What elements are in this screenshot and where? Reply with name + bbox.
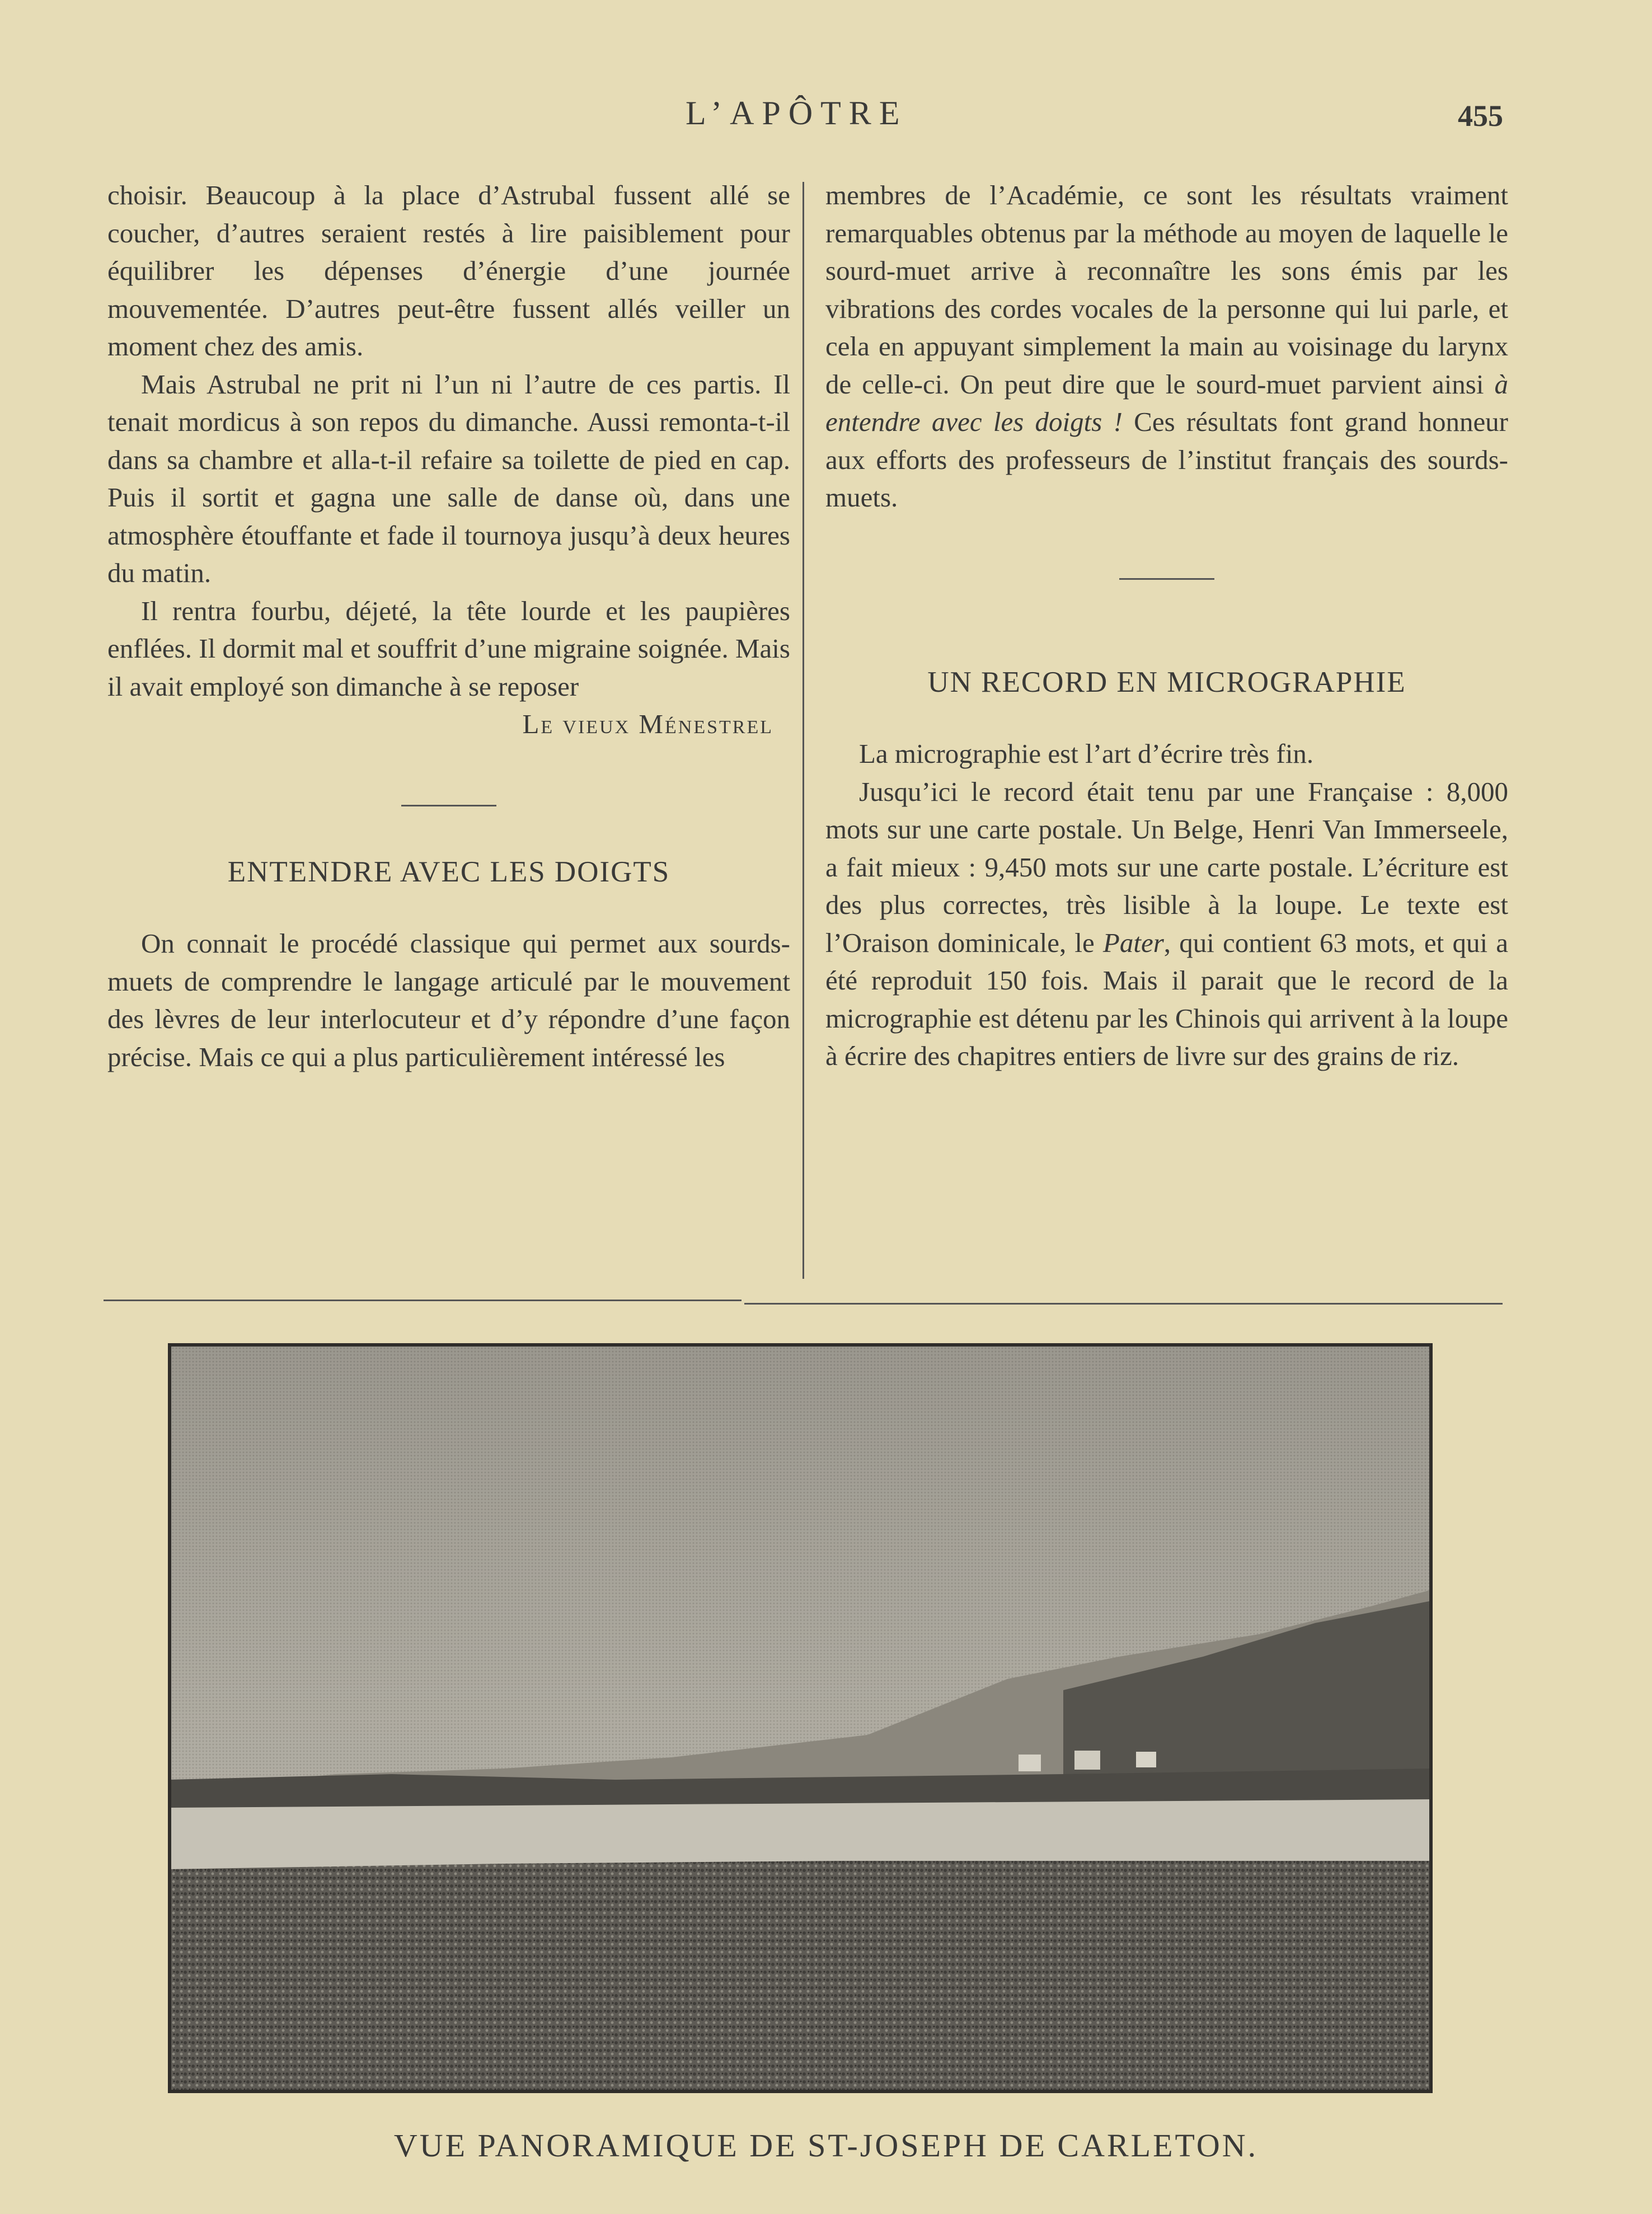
italic-run: Pater [1102,927,1164,958]
left-column [107,176,790,1076]
photo-caption: VUE PANORAMIQUE DE ST-JOSEPH DE CARLETON. [393,2127,1259,2164]
paragraph-continued: choisir. Beaucoup à la place d’Astrubal fussent allé se coucher, d’autres seraient restés à lire paisiblement pour équilibrer les dépenses d’énergie d’une journée mouvementée. D’autres peut-être fussent allés veiller un moment chez des amis. [107,180,790,362]
page-number: 455 [1458,99,1503,133]
horizontal-rule [744,1303,1503,1305]
paragraph: La micrographie est l’art d’écrire très fin. [859,738,1314,769]
section-separator [1119,578,1214,580]
italic-run: à entendre avec les doigts ! [825,368,1508,437]
photo-house [1074,1751,1100,1770]
paragraph: On connait le procédé classique qui permet aux sourds-muets de comprendre le langage articulé par le mouvement des lèvres de leur interlocuteur et d’y répondre d’une façon précise. Mais ce qui a plus particulièrement intéressé les [107,928,790,1072]
photo-house [1136,1752,1156,1767]
panoramic-photo [168,1343,1433,2093]
paragraph: Il rentra fourbu, déjeté, la tête lourde et les paupières enflées. Il dormit mal et souffrit d’une migraine soignée. Mais il avait employé son dimanche à se reposer [107,595,790,702]
article-heading: ENTENDRE AVEC LES DOIGTS [227,855,670,888]
running-title: L’APÔTRE [686,95,908,132]
photo-house [1019,1755,1041,1771]
text-run: membres de l’Académie, ce sont les résultats vraiment remarquables obtenus par la méthode au moyen de laquelle le sourd-muet arrive à reconnaître les sons émis par les vibrations des cordes vocales de la personne qui lui parle, et cela en appuyant simplement la main au voisinage du larynx de celle-ci. On peut dire que le sourd-muet parvient ainsi [825,180,1508,400]
paragraph: Mais Astrubal ne prit ni l’un ni l’autre de ces partis. Il tenait mordicus à son repos du dimanche. Aussi remonta-t-il dans sa chambre et alla-t-il refaire sa toilette de pied en cap. Puis il sortit et gagna une salle de danse où, dans une atmosphère étouffante et fade il tournoya jusqu’à deux heures du matin. [107,368,790,588]
right-column [825,176,1508,1075]
article-heading: UN RECORD EN MICROGRAPHIE [927,665,1406,698]
photo-landscape-image [168,1343,1433,2093]
author-signature: Le vieux Ménestrel [522,709,773,739]
paragraph [825,773,1508,1075]
running-header [0,94,1652,139]
section-separator [401,805,496,806]
paragraph-continued [825,176,1508,517]
text-run: Ces résultats font grand honneur aux efforts des professeurs de l’institut français des sourds-muets. [825,406,1509,513]
text-run: , qui contient 63 mots, et qui a été reproduit 150 fois. Mais il parait que le record de la micrographie est détenu par les Chinois qui arrivent à la loupe à écrire des chapitres entiers de livre sur des grains de riz. [825,927,1508,1071]
text-run: Jusqu’ici le record était tenu par une Française : 8,000 mots sur une carte postale. Un Belge, Henri Van Immerseele, a fait mieux : 9,450 mots sur une carte postale. L’écriture est des plus correctes, très lisible à la loupe. Le texte est l’Oraison dominicale, le [825,776,1508,958]
horizontal-rule [104,1300,741,1301]
photo-foreground-field [168,1861,1433,2093]
column-divider [802,182,804,1279]
